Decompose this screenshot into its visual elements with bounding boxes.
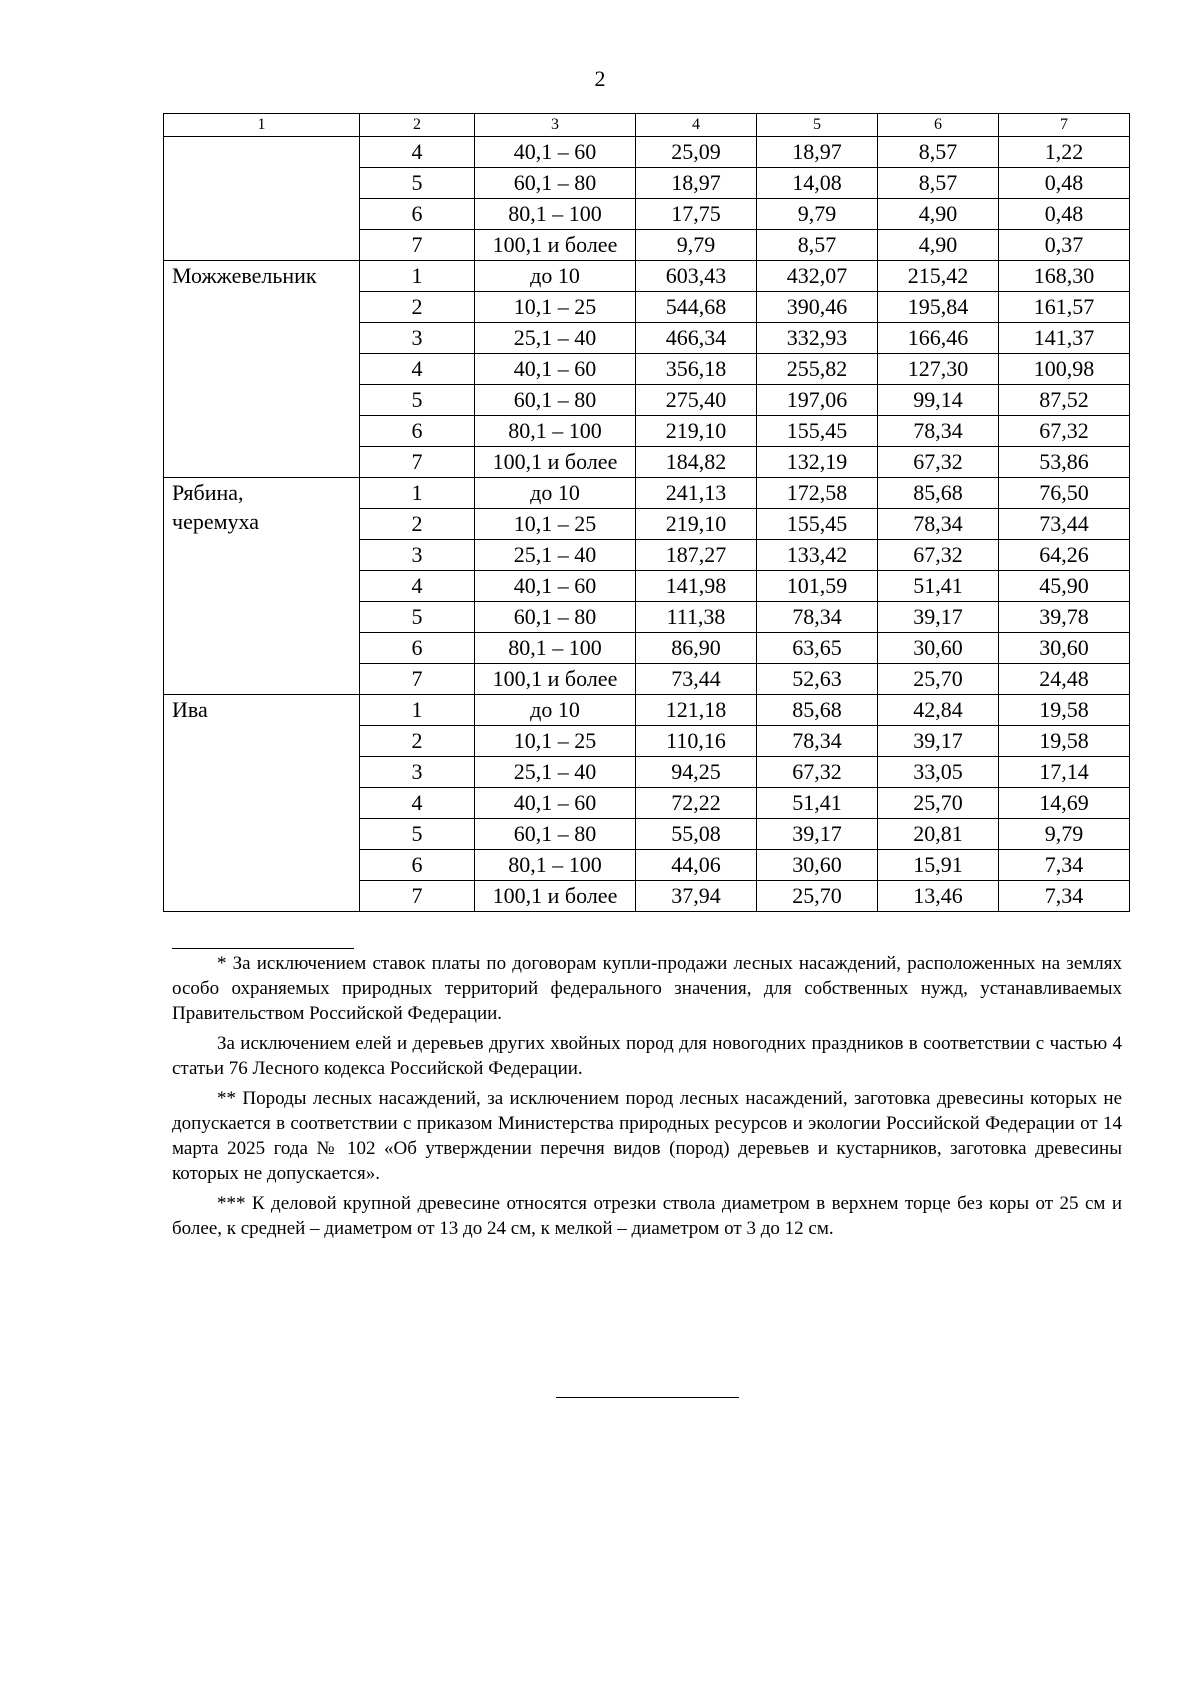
rate-cell: 53,86 (999, 447, 1130, 478)
rate-cell: 52,63 (757, 664, 878, 695)
rate-cell: 37,94 (636, 881, 757, 912)
age-class-cell: 3 (360, 323, 475, 354)
rate-cell: 39,78 (999, 602, 1130, 633)
diameter-range-cell: 25,1 – 40 (475, 540, 636, 571)
rate-cell: 18,97 (757, 137, 878, 168)
rate-cell: 19,58 (999, 695, 1130, 726)
diameter-range-cell: 80,1 – 100 (475, 633, 636, 664)
diameter-range-cell: 60,1 – 80 (475, 385, 636, 416)
rate-cell: 72,22 (636, 788, 757, 819)
rate-cell: 78,34 (878, 416, 999, 447)
rate-cell: 275,40 (636, 385, 757, 416)
rate-cell: 155,45 (757, 416, 878, 447)
diameter-range-cell: 40,1 – 60 (475, 137, 636, 168)
age-class-cell: 7 (360, 664, 475, 695)
age-class-cell: 6 (360, 850, 475, 881)
table-row (164, 695, 1130, 726)
rate-cell: 0,37 (999, 230, 1130, 261)
rate-cell: 9,79 (757, 199, 878, 230)
rate-cell: 51,41 (757, 788, 878, 819)
column-number: 4 (636, 114, 757, 137)
species-cell: Рябина, черемуха (164, 478, 360, 695)
rate-cell: 0,48 (999, 168, 1130, 199)
table-row (164, 137, 1130, 168)
rate-cell: 4,90 (878, 230, 999, 261)
diameter-range-cell: 10,1 – 25 (475, 726, 636, 757)
rate-cell: 9,79 (636, 230, 757, 261)
diameter-range-cell: 10,1 – 25 (475, 292, 636, 323)
rate-cell: 219,10 (636, 509, 757, 540)
rate-cell: 356,18 (636, 354, 757, 385)
rate-cell: 241,13 (636, 478, 757, 509)
rate-cell: 14,69 (999, 788, 1130, 819)
rate-cell: 30,60 (757, 850, 878, 881)
rate-cell: 99,14 (878, 385, 999, 416)
rate-cell: 1,22 (999, 137, 1130, 168)
rate-cell: 42,84 (878, 695, 999, 726)
diameter-range-cell: 80,1 – 100 (475, 850, 636, 881)
diameter-range-cell: 100,1 и более (475, 447, 636, 478)
species-cell: Можжевельник (164, 261, 360, 478)
rate-cell: 9,79 (999, 819, 1130, 850)
rate-cell: 100,98 (999, 354, 1130, 385)
column-number: 6 (878, 114, 999, 137)
rate-cell: 39,17 (878, 726, 999, 757)
rate-cell: 86,90 (636, 633, 757, 664)
rate-cell: 195,84 (878, 292, 999, 323)
rate-cell: 67,32 (878, 447, 999, 478)
rate-cell: 85,68 (878, 478, 999, 509)
rate-cell: 121,18 (636, 695, 757, 726)
rate-cell: 133,42 (757, 540, 878, 571)
rate-cell: 101,59 (757, 571, 878, 602)
footnotes (172, 951, 1122, 1246)
footnote-1: * За исключением ставок платы по договорам купли-продажи лесных насаждений, расположенных на землях особо охраняемых природных территорий федерального значения, для собственных нужд, устанавливаемых Правительством Российской Федерации. (172, 953, 1122, 1024)
diameter-range-cell: 80,1 – 100 (475, 199, 636, 230)
rate-cell: 44,06 (636, 850, 757, 881)
age-class-cell: 7 (360, 447, 475, 478)
rates-table (163, 113, 1130, 912)
diameter-range-cell: до 10 (475, 478, 636, 509)
age-class-cell: 2 (360, 509, 475, 540)
rate-cell: 25,70 (757, 881, 878, 912)
rate-cell: 166,46 (878, 323, 999, 354)
end-of-document-line (556, 1397, 739, 1398)
diameter-range-cell: до 10 (475, 261, 636, 292)
rate-cell: 187,27 (636, 540, 757, 571)
age-class-cell: 6 (360, 199, 475, 230)
rate-cell: 168,30 (999, 261, 1130, 292)
rate-cell: 4,90 (878, 199, 999, 230)
age-class-cell: 2 (360, 292, 475, 323)
age-class-cell: 1 (360, 261, 475, 292)
rate-cell: 39,17 (878, 602, 999, 633)
column-number: 2 (360, 114, 475, 137)
rate-cell: 215,42 (878, 261, 999, 292)
rate-cell: 73,44 (636, 664, 757, 695)
rate-cell: 24,48 (999, 664, 1130, 695)
rate-cell: 141,37 (999, 323, 1130, 354)
diameter-range-cell: 40,1 – 60 (475, 571, 636, 602)
diameter-range-cell: 25,1 – 40 (475, 757, 636, 788)
diameter-range-cell: 60,1 – 80 (475, 168, 636, 199)
rate-cell: 603,43 (636, 261, 757, 292)
rate-cell: 14,08 (757, 168, 878, 199)
rate-cell: 78,34 (757, 726, 878, 757)
rate-cell: 432,07 (757, 261, 878, 292)
rate-cell: 25,70 (878, 788, 999, 819)
rate-cell: 141,98 (636, 571, 757, 602)
diameter-range-cell: 80,1 – 100 (475, 416, 636, 447)
species-cell: Ива (164, 695, 360, 912)
rate-cell: 0,48 (999, 199, 1130, 230)
age-class-cell: 5 (360, 819, 475, 850)
rate-cell: 67,32 (999, 416, 1130, 447)
rate-cell: 25,70 (878, 664, 999, 695)
rate-cell: 94,25 (636, 757, 757, 788)
age-class-cell: 4 (360, 788, 475, 819)
rate-cell: 55,08 (636, 819, 757, 850)
rate-cell: 78,34 (757, 602, 878, 633)
rate-cell: 332,93 (757, 323, 878, 354)
rate-cell: 13,46 (878, 881, 999, 912)
footnote-3: *** К деловой крупной древесине относятся отрезки ствола диаметром в верхнем торце без коры от 25 см и более, к средней – диаметром от 13 до 24 см, к мелкой – диаметром от 3 до 12 см. (172, 1193, 1122, 1239)
rate-cell: 466,34 (636, 323, 757, 354)
rate-cell: 197,06 (757, 385, 878, 416)
footnote-2: ** Породы лесных насаждений, за исключением пород лесных насаждений, заготовка древесины которых не допускается в соответствии с приказом Министерства природных ресурсов и экологии Российской Федерации от 14 марта 2025 года № 102 «Об утверждении перечня видов (пород) деревьев и кустарников, заготовка древесины которых не допускается». (172, 1088, 1122, 1184)
rate-cell: 18,97 (636, 168, 757, 199)
rate-cell: 127,30 (878, 354, 999, 385)
table-row (164, 261, 1130, 292)
column-number: 7 (999, 114, 1130, 137)
age-class-cell: 4 (360, 571, 475, 602)
rate-cell: 67,32 (878, 540, 999, 571)
species-cell (164, 137, 360, 261)
column-number-row (164, 114, 1130, 137)
rate-cell: 63,65 (757, 633, 878, 664)
diameter-range-cell: 100,1 и более (475, 664, 636, 695)
rate-cell: 67,32 (757, 757, 878, 788)
diameter-range-cell: 60,1 – 80 (475, 602, 636, 633)
rate-cell: 78,34 (878, 509, 999, 540)
rate-cell: 76,50 (999, 478, 1130, 509)
rate-cell: 172,58 (757, 478, 878, 509)
age-class-cell: 3 (360, 757, 475, 788)
rate-cell: 7,34 (999, 881, 1130, 912)
age-class-cell: 7 (360, 230, 475, 261)
column-number: 1 (164, 114, 360, 137)
age-class-cell: 4 (360, 354, 475, 385)
age-class-cell: 3 (360, 540, 475, 571)
diameter-range-cell: 60,1 – 80 (475, 819, 636, 850)
footnote-separator (172, 948, 354, 949)
rate-cell: 8,57 (878, 168, 999, 199)
footnote-1-continuation: За исключением елей и деревьев других хвойных пород для новогодних праздников в соответствии с частью 4 статьи 76 Лесного кодекса Российской Федерации. (172, 1033, 1122, 1079)
page-number: 2 (594, 66, 606, 91)
rate-cell: 15,91 (878, 850, 999, 881)
rate-cell: 85,68 (757, 695, 878, 726)
rates-table-body (164, 114, 1130, 912)
diameter-range-cell: 40,1 – 60 (475, 788, 636, 819)
column-number: 5 (757, 114, 878, 137)
rate-cell: 51,41 (878, 571, 999, 602)
rate-cell: 255,82 (757, 354, 878, 385)
diameter-range-cell: 25,1 – 40 (475, 323, 636, 354)
age-class-cell: 5 (360, 385, 475, 416)
age-class-cell: 4 (360, 137, 475, 168)
rate-cell: 8,57 (757, 230, 878, 261)
rate-cell: 390,46 (757, 292, 878, 323)
rate-cell: 111,38 (636, 602, 757, 633)
rate-cell: 25,09 (636, 137, 757, 168)
diameter-range-cell: 40,1 – 60 (475, 354, 636, 385)
diameter-range-cell: 10,1 – 25 (475, 509, 636, 540)
rate-cell: 87,52 (999, 385, 1130, 416)
rate-cell: 39,17 (757, 819, 878, 850)
age-class-cell: 1 (360, 478, 475, 509)
rate-cell: 17,14 (999, 757, 1130, 788)
rate-cell: 110,16 (636, 726, 757, 757)
rate-cell: 73,44 (999, 509, 1130, 540)
rate-cell: 33,05 (878, 757, 999, 788)
rate-cell: 184,82 (636, 447, 757, 478)
rate-cell: 132,19 (757, 447, 878, 478)
age-class-cell: 2 (360, 726, 475, 757)
rate-cell: 30,60 (999, 633, 1130, 664)
age-class-cell: 6 (360, 416, 475, 447)
rate-cell: 17,75 (636, 199, 757, 230)
rate-cell: 7,34 (999, 850, 1130, 881)
rate-cell: 20,81 (878, 819, 999, 850)
diameter-range-cell: 100,1 и более (475, 230, 636, 261)
rate-cell: 64,26 (999, 540, 1130, 571)
rate-cell: 544,68 (636, 292, 757, 323)
table-row (164, 478, 1130, 509)
rate-cell: 45,90 (999, 571, 1130, 602)
rate-cell: 219,10 (636, 416, 757, 447)
age-class-cell: 5 (360, 168, 475, 199)
rate-cell: 19,58 (999, 726, 1130, 757)
rate-cell: 161,57 (999, 292, 1130, 323)
rate-cell: 30,60 (878, 633, 999, 664)
age-class-cell: 7 (360, 881, 475, 912)
age-class-cell: 6 (360, 633, 475, 664)
column-number: 3 (475, 114, 636, 137)
diameter-range-cell: 100,1 и более (475, 881, 636, 912)
diameter-range-cell: до 10 (475, 695, 636, 726)
age-class-cell: 5 (360, 602, 475, 633)
age-class-cell: 1 (360, 695, 475, 726)
rate-cell: 8,57 (878, 137, 999, 168)
rate-cell: 155,45 (757, 509, 878, 540)
